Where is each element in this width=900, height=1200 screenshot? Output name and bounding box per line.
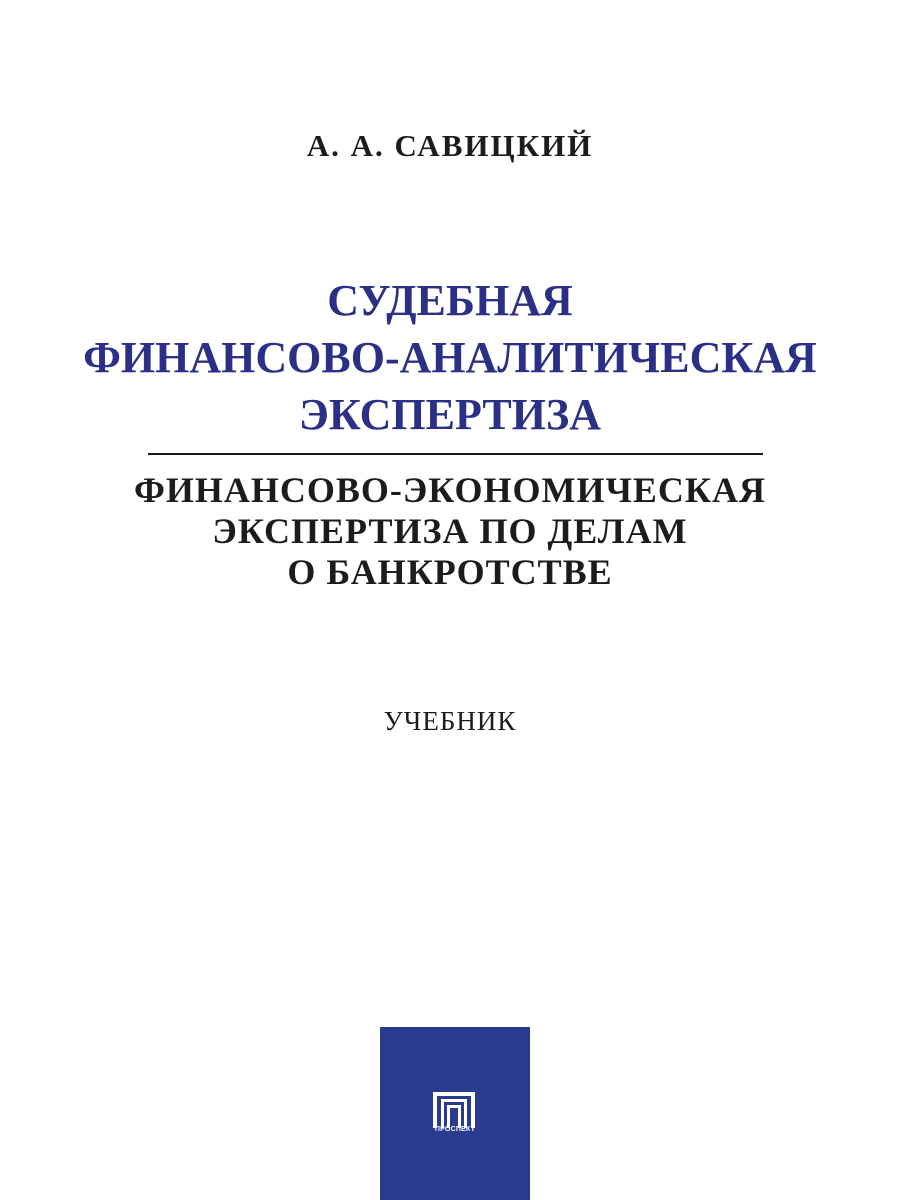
title-line: СУДЕБНАЯ bbox=[327, 276, 573, 325]
title-line: ФИНАНСОВО-АНАЛИТИЧЕСКАЯ bbox=[83, 333, 817, 382]
author-name: А. А. САВИЦКИЙ bbox=[306, 128, 594, 163]
book-subtitle bbox=[0, 470, 900, 593]
publisher-name: ПРОСПЕКТ bbox=[434, 1126, 476, 1133]
book-title bbox=[0, 272, 900, 443]
subtitle-line: ЭКСПЕРТИЗА ПО ДЕЛАМ bbox=[212, 511, 688, 551]
book-genre: УЧЕБНИК bbox=[383, 706, 517, 736]
subtitle-line: ФИНАНСОВО-ЭКОНОМИЧЕСКАЯ bbox=[133, 470, 767, 510]
title-divider bbox=[148, 453, 763, 455]
subtitle-line: О БАНКРОТСТВЕ bbox=[287, 552, 613, 592]
title-line: ЭКСПЕРТИЗА bbox=[299, 390, 601, 439]
